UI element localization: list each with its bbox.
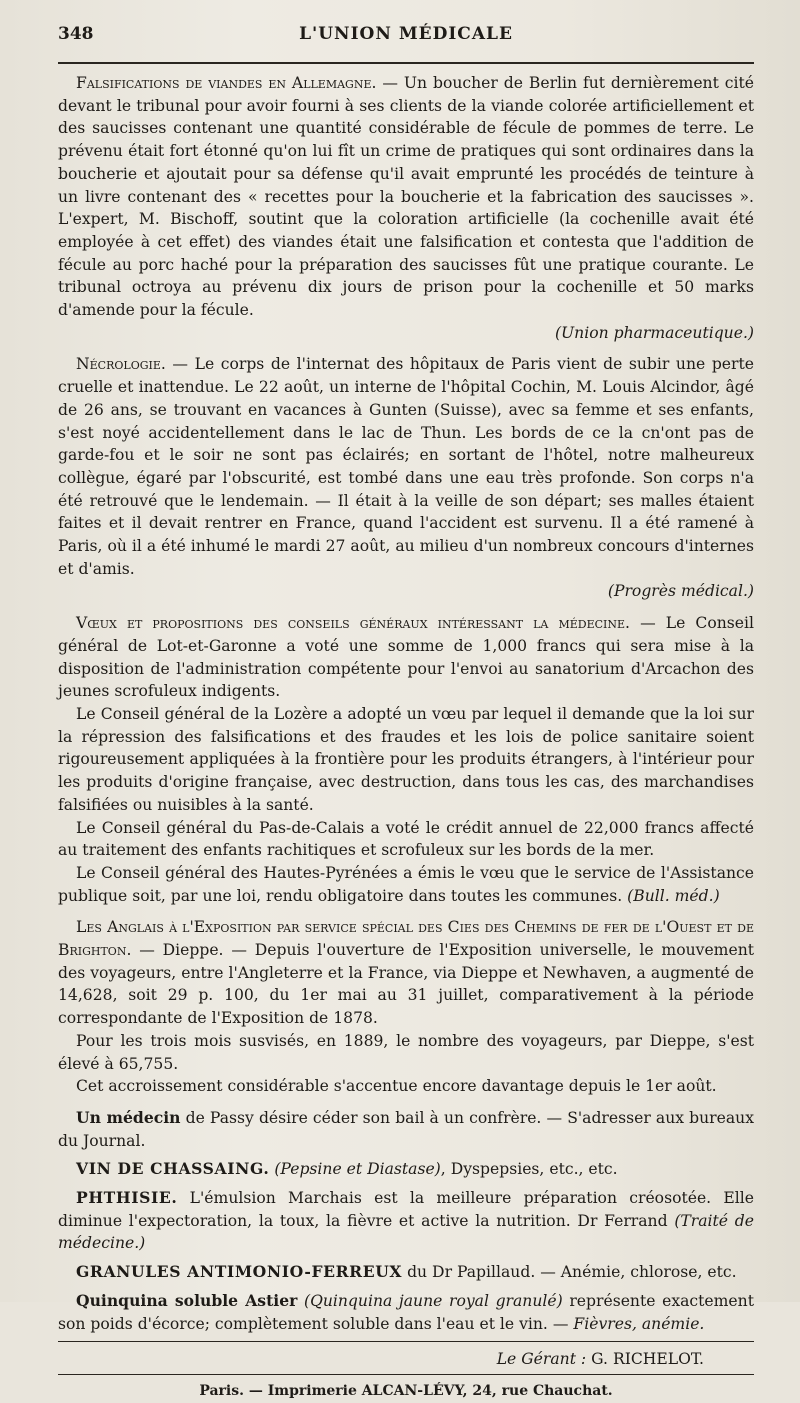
signature-name: G. RICHELOT. [591,1350,704,1369]
notice-text: de Passy désire céder son bail à un confrère. — S'adresser aux bureaux du Journal. [58,1108,754,1150]
article-necrologie [58,353,754,580]
notice-text: du Dr Papillaud. — Anémie, chlorose, etc. [407,1263,737,1282]
notice-text: , Dyspepsies, etc., etc. [440,1160,618,1179]
article-paragraph: — Le Conseil général de Lot-et-Garonne a voté une somme de 1,000 francs qui sera mise à la disposition de l'administration compétente pour l'envoi au sanatorium d'Arcachon des jeunes scrofuleux indigents. [58,614,754,701]
article-body: — Dieppe. — Depuis l'ouverture de l'Exposition universelle, le mouvement des voyageurs, entre l'Angleterre et la France, via Dieppe et Newhaven, a augmenté de 14,628, soit 29 p. 100, du 1er mai au 31 juillet, comparativement à la période correspondante de l'Exposition de 1878. [58,941,755,1028]
footer-rule [58,1374,754,1375]
notice-italic: (Pepsine et Diastase) [274,1160,441,1179]
article-source: (Union pharmaceutique.) [554,323,754,342]
header-rule [58,62,754,64]
notice-italic: (Quinquina jaune royal granulé) [303,1291,563,1310]
article-paragraph-with-source [58,862,754,907]
notice-phthisie [58,1187,754,1255]
notice-granules [58,1261,754,1284]
notice-bold: GRANULES ANTIMONIO-FERREUX [76,1262,403,1282]
page-number: 348 [58,24,94,44]
printer-imprint: Paris. — Imprimerie ALCAN-LÉVY, 24, rue Chauchat. [199,1383,613,1400]
article-heading: Nécrologie. [76,355,166,374]
page-header [58,24,754,58]
article-falsifications [58,72,754,322]
article-paragraph: Pour les trois mois susvisés, en 1889, le nombre des voyageurs, par Dieppe, s'est élevé à 65,755. [58,1031,754,1073]
article-paragraph: Le Conseil général du Pas-de-Calais a voté le crédit annuel de 22,000 francs affecté au traitement des enfants rachitiques et scrofuleux sur les bords de la mer. [58,818,754,860]
article-anglais [58,916,754,1030]
signature [58,1346,754,1372]
notice-italic: Fièvres, anémie. [573,1314,705,1333]
signature-label: Le Gérant : [496,1350,587,1369]
notice-quinquina [58,1290,754,1335]
bottom-rule [58,1341,754,1342]
article-paragraph: Le Conseil général de la Lozère a adopté un vœu par lequel il demande que la loi sur la répression des falsifications et des fraudes et les lois de police sanitaire soient rigoureusement appliquées à la frontière pour les produits étrangers, à l'intérieur pour les produits d'origine française, avec destruction, dans tous les cas, des marchandises falsifiées ou nuisibles à la santé. [58,704,754,814]
article-heading: Falsifications de viandes en Allemagne. [76,74,377,92]
article-source: (Progrès médical.) [607,582,754,601]
notice-bold: Quinquina soluble Astier [76,1290,298,1310]
notice-medecin [58,1107,754,1152]
journal-title: L'UNION MÉDICALE [299,24,513,44]
article-paragraph: Le Conseil général des Hautes-Pyrénées a émis le vœu que le service de l'Assistance publique soit, par une loi, rendu obligatoire dans toutes les communes. [58,863,754,905]
article-paragraph: Cet accroissement considérable s'accentue encore davantage depuis le 1er août. [76,1077,717,1096]
notice-bold: Un médecin [76,1107,181,1127]
notice-bold: VIN DE CHASSAING. [76,1159,270,1179]
article-heading: Les Anglais à l'Exposition par service spécial des Cies des Chemins de fer de l'Ouest et de Brighton. [58,918,754,960]
article-body: — Un boucher de Berlin fut dernièrement cité devant le tribunal pour avoir fourni à ses clients de la viande colorée artificiellement et des saucisses contenant une quantité considérable de fécule de pommes de terre. Le prévenu était fort étonné qu'on lui fît un crime de pratiques qui sont ordinaires dans la boucherie et ajoutait pour sa défense qu'il avait emprunté les procédés de teinture à un livre contenant des « recettes pour la boucherie et la fabrication des saucisses ». L'expert, M. Bischoff, soutint que la coloration artificielle (la cochenille avait été employée à cet effet) des viandes était une falsification et contesta que l'addition de fécule au porc haché pour la préparation des saucisses fût une pratique courante. Le tribunal octroya au prévenu dix jours de prison pour la cochenille et 50 marks d'amende pour la fécule. [58,74,754,320]
notice-vin [58,1158,754,1181]
article-source: (Bull. méd.) [627,886,720,905]
notice-text: représente exactement son poids d'écorce; complètement soluble dans l'eau et le vin. — [58,1291,754,1333]
article-heading: Vœux et propositions des conseils généraux intéressant la médecine. [76,614,630,633]
article-body: — Le corps de l'internat des hôpitaux de Paris vient de subir une perte cruelle et inattendue. Le 22 août, un interne de l'hôpital Cochin, M. Louis Alcindor, âgé de 26 ans, se trouvant en vacances à Gunten (Suisse), avec sa femme et ses enfants, s'est noyé accidentellement dans le lac de Thun. Les bords de ce la cn'ont pas de garde-fou et le soir ne sont pas éclairés; en sortant de l'hôtel, notre malheureux collègue, égaré par l'obscurité, est tombé dans une eau très profonde. Son corps n'a été retrouvé que le lendemain. — Il était à la veille de son départ; ses malles étaient faites et il devait rentrer en France, quand l'accident est survenu. Il a été ramené à Paris, où il a été inhumé le mardi 27 août, au milieu d'un nombreux concours d'internes et d'amis. [58,355,754,578]
notice-bold: PHTHISIE. [76,1188,178,1208]
notice-italic: (Traité de médecine.) [58,1211,754,1253]
article-voeux [58,612,754,703]
notice-text: L'émulsion Marchais est la meilleure préparation créosotée. Elle diminue l'expectoration, la toux, la fièvre et active la nutrition. Dr Ferrand [58,1189,754,1230]
